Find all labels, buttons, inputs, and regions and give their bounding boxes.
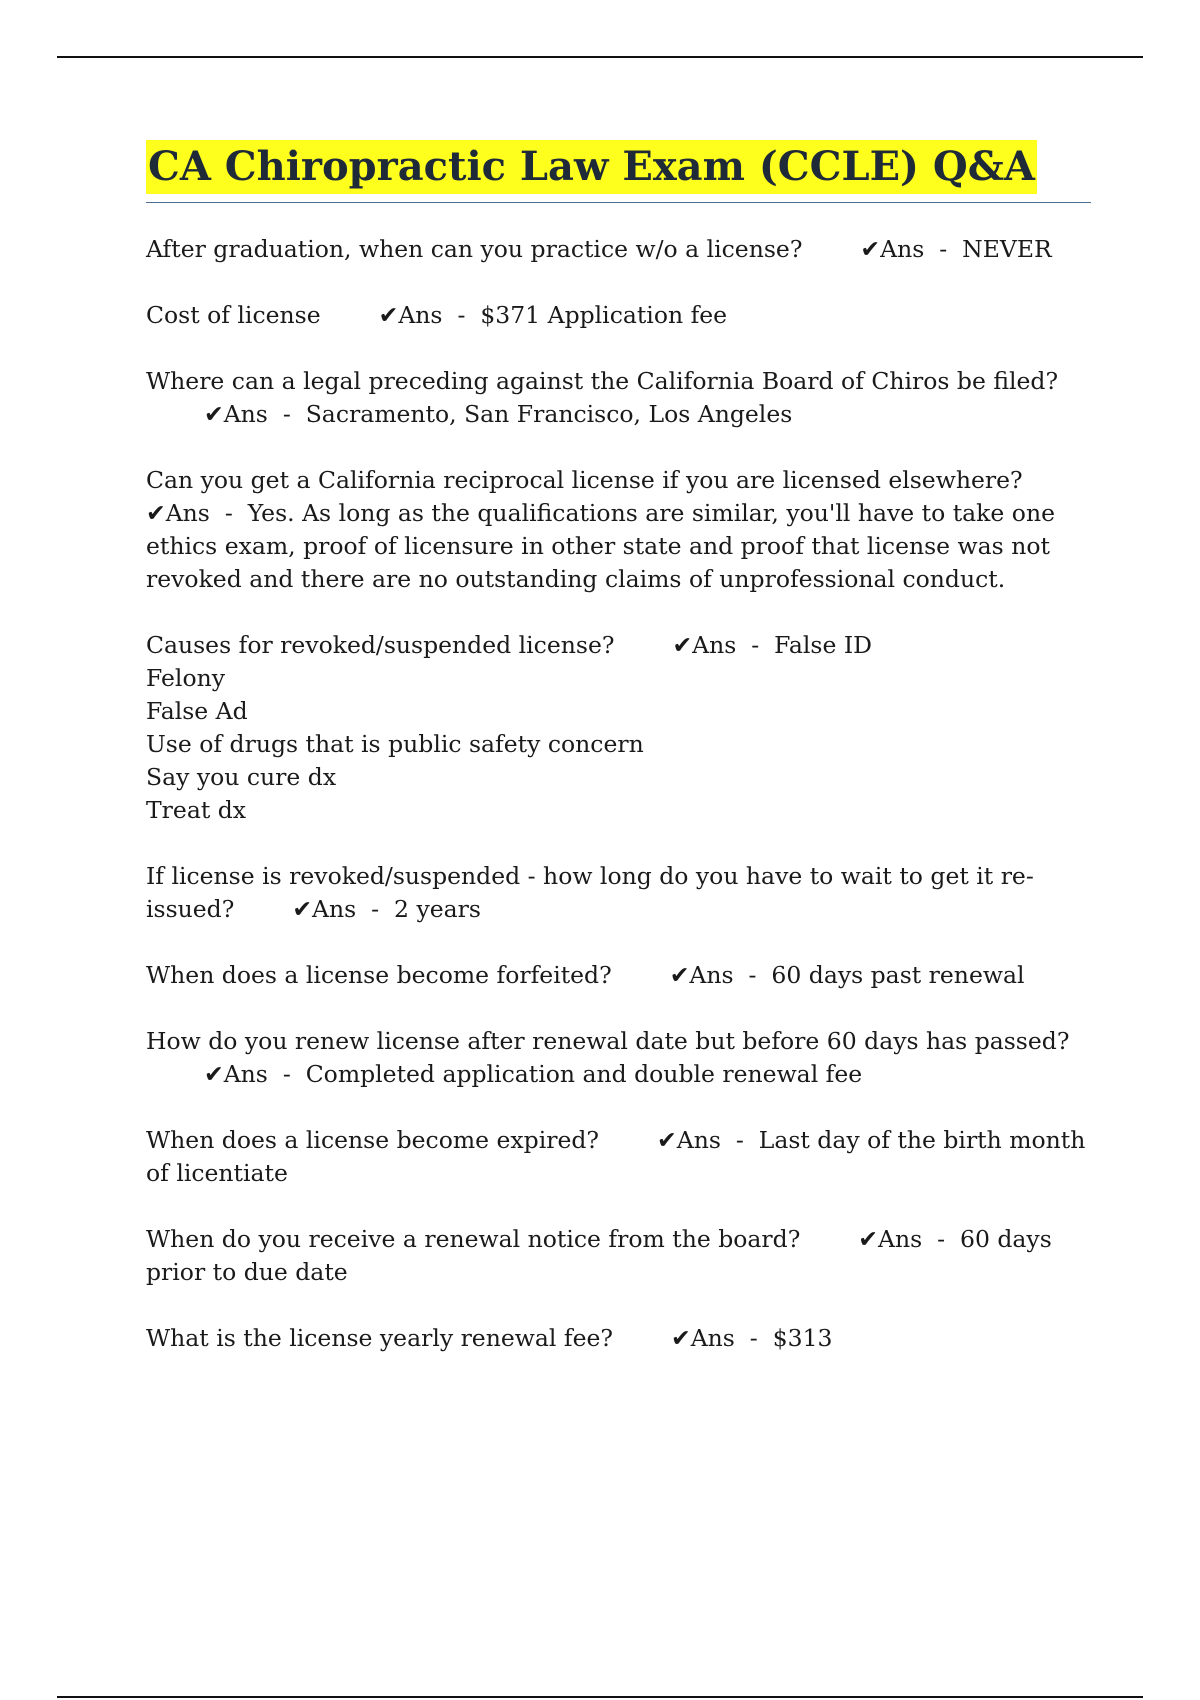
question-text: How do you renew license after renewal date but before 60 days has passed? xyxy=(146,1027,1070,1055)
answer-text: False ID xyxy=(774,631,872,659)
qa-item: After graduation, when can you practice w/o a license? ✔Ans - NEVER xyxy=(146,233,1091,266)
answer-text: Yes. As long as the qualifications are similar, you'll have to take one ethics exam, proof of licensure in other state and proof that license was not revoked and there are no outstanding claims of unprofessional conduct. xyxy=(146,499,1055,593)
qa-item: When do you receive a renewal notice from the board? ✔Ans - 60 days prior to due date xyxy=(146,1225,1052,1286)
answer-text: 60 days past renewal xyxy=(771,961,1025,989)
question-text: Cost of license xyxy=(146,301,321,329)
qa-item: Can you get a California reciprocal license if you are licensed elsewhere?✔Ans - Yes. As long as the qualifications are similar, you'll have to take one ethics exam, proof of licensure in other state and proof that license was not revoked and there are no outstanding claims of unprofessional conduct. xyxy=(146,466,1055,593)
answer-label: Ans xyxy=(689,961,734,989)
checkmark-icon: ✔ xyxy=(204,400,224,428)
answer-text: Last day of the birth month of licentiate xyxy=(146,1126,1086,1187)
checkmark-icon: ✔ xyxy=(657,1126,677,1154)
answer-label: Ans xyxy=(165,499,210,527)
page-bottom-rule xyxy=(57,1696,1143,1698)
question-text: When do you receive a renewal notice from the board? xyxy=(146,1225,801,1253)
answer-extra-line: Felony xyxy=(146,664,226,692)
answer-text: 2 years xyxy=(394,895,481,923)
question-text: After graduation, when can you practice w/o a license? xyxy=(146,235,803,263)
answer-extra-line: False Ad xyxy=(146,697,248,725)
checkmark-icon: ✔ xyxy=(670,1324,691,1352)
checkmark-icon: ✔ xyxy=(292,895,313,923)
question-text: What is the license yearly renewal fee? xyxy=(146,1324,613,1352)
answer-label: Ans xyxy=(880,235,925,263)
title-underline xyxy=(146,140,1091,203)
answer-label: Ans xyxy=(398,301,443,329)
answer-text: NEVER xyxy=(962,235,1052,263)
question-text: When does a license become forfeited? xyxy=(146,961,612,989)
answer-extra-line: Say you cure dx xyxy=(146,763,337,791)
qa-item: Where can a legal preceding against the California Board of Chiros be filed?✔Ans - Sacramento, San Francisco, Los Angeles xyxy=(146,365,1091,431)
qa-item: When does a license become forfeited? ✔Ans - 60 days past renewal xyxy=(146,959,1091,992)
document-title: CA Chiropractic Law Exam (CCLE) Q&A xyxy=(146,140,1037,194)
checkmark-icon: ✔ xyxy=(146,499,166,527)
qa-item: Causes for revoked/suspended license? ✔Ans - False ID Felony False Ad Use of drugs that is public safety concern Say you cure dx Treat dx xyxy=(146,629,1091,827)
checkmark-icon: ✔ xyxy=(858,1225,878,1253)
answer-text: Completed application and double renewal fee xyxy=(305,1060,863,1088)
question-text: If license is revoked/suspended - how long do you have to wait to get it re-issued? xyxy=(146,862,1034,923)
answer-label: Ans xyxy=(223,1060,268,1088)
answer-text: Sacramento, San Francisco, Los Angeles xyxy=(305,400,793,428)
answer-extra-line: Use of drugs that is public safety concern xyxy=(146,730,644,758)
checkmark-icon: ✔ xyxy=(378,301,399,329)
answer-label: Ans xyxy=(878,1225,923,1253)
answer-text: $371 Application fee xyxy=(480,301,728,329)
answer-label: Ans xyxy=(692,631,737,659)
checkmark-icon: ✔ xyxy=(204,1060,224,1088)
qa-item: If license is revoked/suspended - how long do you have to wait to get it re-issued? ✔Ans - 2 years xyxy=(146,860,1091,926)
answer-label: Ans xyxy=(223,400,268,428)
question-text: Where can a legal preceding against the California Board of Chiros be filed? xyxy=(146,367,1059,395)
answer-text: $313 xyxy=(772,1324,833,1352)
answer-label: Ans xyxy=(312,895,357,923)
question-text: When does a license become expired? xyxy=(146,1126,600,1154)
qa-item: What is the license yearly renewal fee? ✔Ans - $313 xyxy=(146,1322,1091,1355)
answer-label: Ans xyxy=(690,1324,735,1352)
answer-text: 60 days prior to due date xyxy=(146,1225,1052,1286)
qa-item: When does a license become expired? ✔Ans - Last day of the birth month of licentiate xyxy=(146,1126,1086,1187)
document-body xyxy=(146,140,1091,1388)
question-text: Can you get a California reciprocal license if you are licensed elsewhere? xyxy=(146,466,1023,494)
answer-label: Ans xyxy=(676,1126,721,1154)
checkmark-icon: ✔ xyxy=(669,961,690,989)
page-top-rule xyxy=(57,56,1143,58)
checkmark-icon: ✔ xyxy=(860,235,881,263)
qa-list xyxy=(146,233,1091,1355)
qa-item: How do you renew license after renewal date but before 60 days has passed?✔Ans - Completed application and double renewal fee xyxy=(146,1025,1091,1091)
checkmark-icon: ✔ xyxy=(672,631,693,659)
question-text: Causes for revoked/suspended license? xyxy=(146,631,615,659)
answer-extra-line: Treat dx xyxy=(146,796,247,824)
qa-item: Cost of license ✔Ans - $371 Application fee xyxy=(146,299,1091,332)
